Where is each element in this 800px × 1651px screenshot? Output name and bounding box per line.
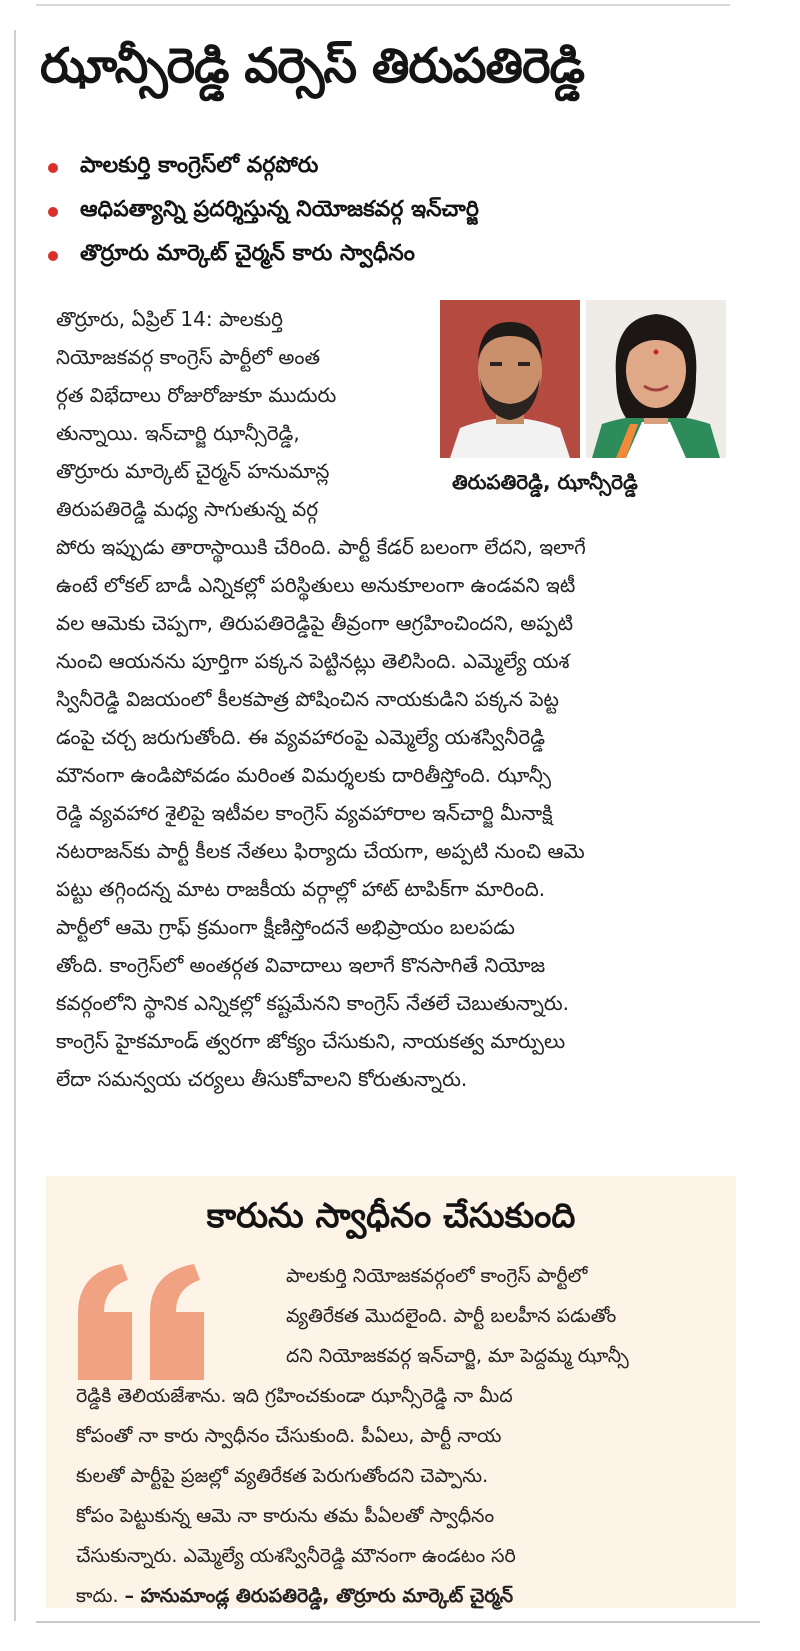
article-line: లేదా సమన్వయ చర్యలు తీసుకోవాలని కోరుతున్నారు. (56, 1067, 468, 1091)
bullet-text: పాలకుర్తి కాంగ్రెస్‌లో వర్గపోరు (80, 153, 319, 178)
article-line: కాంగ్రెస్ హైకమాండ్ త్వరగా జోక్యం చేసుకుని, నాయకత్వ మార్పులు (56, 1029, 566, 1053)
article-line: నటరాజన్‌కు పార్టీ కీలక నేతలు ఫిర్యాదు చేయగా, అప్పటి నుంచి ఆమె (56, 839, 585, 863)
quote-line: కులతో పార్టీపై ప్రజల్లో వ్యతిరేకత పెరుగుతోందని చెప్పాను. (76, 1465, 489, 1487)
bullet-item (40, 146, 760, 190)
article-line: మౌనంగా ఉండిపోవడం మరింత విమర్శలకు దారితీస్తోంది. ఝాన్సీ (56, 763, 551, 787)
article-line: స్వినీరెడ్డి విజయంలో కీలకపాత్ర పోషించిన నాయకుడిని పక్కన పెట్ట (56, 687, 559, 711)
bullet-item (40, 234, 760, 278)
bullet-dot-icon (48, 207, 58, 217)
article-line: పార్టీలో ఆమె గ్రాఫ్ క్రమంగా క్షీణిస్తోందనే అభిప్రాయం బలపడు (56, 915, 515, 939)
quote-line-prefix: కాదు. (76, 1585, 125, 1607)
article-line: ర్గత విభేదాలు రోజురోజుకూ ముదురు (56, 383, 337, 407)
quote-line: చేసుకున్నారు. ఎమ్మెల్యే యశస్వినీరెడ్డి మౌనంగా ఉండటం సరి (76, 1545, 516, 1567)
article-line: తిరుపతిరెడ్డి మధ్య సాగుతున్న వర్గ (56, 497, 319, 521)
article-line: వల ఆమెకు చెప్పగా, తిరుపతిరెడ్డిపై తీవ్రంగా ఆగ్రహించిందని, అప్పటి (56, 611, 574, 635)
quote-box (46, 1176, 736, 1608)
portrait-photos (440, 300, 730, 460)
bullet-text: తొర్రూరు మార్కెట్ చైర్మన్ కారు స్వాధీనం (80, 241, 415, 266)
quote-last-line (76, 1576, 726, 1616)
subheading-bullets (40, 146, 760, 278)
quote-line: పాలకుర్తి నియోజకవర్గంలో కాంగ్రెస్ పార్టీలో (286, 1265, 588, 1287)
article-line: తోంది. కాంగ్రెస్‌లో అంతర్గత వివాదాలు ఇలాగే కొనసాగితే నియోజ (56, 953, 546, 977)
top-divider (36, 4, 730, 6)
article-body-narrow (56, 300, 426, 528)
bullet-dot-icon (48, 251, 58, 261)
quote-line: రెడ్డికి తెలియజేశాను. ఇది గ్రహించకుండా ఝాన్సీరెడ్డి నా మీద (76, 1385, 513, 1407)
article-line: కవర్గంలోని స్థానిక ఎన్నికల్లో కష్టమేనని కాంగ్రెస్ నేతలే చెబుతున్నారు. (56, 991, 570, 1015)
article-line: పోరు ఇప్పుడు తారాస్థాయికి చేరింది. పార్టీ కేడర్ బలంగా లేదని, ఇలాగే (56, 535, 586, 559)
photo-caption: తిరుపతిరెడ్డి, ఝాన్సీరెడ్డి (452, 470, 638, 494)
bottom-divider (36, 1621, 760, 1623)
quote-line: కోపం పెట్టుకున్న ఆమె నా కారును తమ పీఏలతో స్వాధీనం (76, 1505, 495, 1527)
quote-body (76, 1256, 726, 1616)
quote-line: కోపంతో నా కారు స్వాధీనం చేసుకుంది. పీఏలు, పార్టీ నాయ (76, 1425, 502, 1447)
article-line: డంపై చర్చ జరుగుతోంది. ఈ వ్యవహారంపై ఎమ్మెల్యే యశస్వినీరెడ్డి (56, 725, 546, 749)
article-headline: ఝాన్సీరెడ్డి వర్సెస్ తిరుపతిరెడ్డి (40, 38, 585, 94)
article-body-full (56, 528, 728, 1098)
article-line: ఉంటే లోకల్ బాడీ ఎన్నికల్లో పరిస్థితులు అనుకూలంగా ఉండవని ఇటీ (56, 573, 576, 597)
photo-tirupathireddy (440, 300, 580, 458)
article-line: తొర్రూరు మార్కెట్ చైర్మన్ హనుమాన్ల (56, 459, 330, 483)
bullet-item (40, 190, 760, 234)
quote-line: దని నియోజకవర్గ ఇన్‌చార్జి, మా పెద్దమ్మ ఝాన్సీ (286, 1345, 629, 1367)
quote-line: వ్యతిరేకత మొదలైంది. పార్టీ బలహీన పడుతోం (286, 1305, 617, 1327)
article-line: పట్టు తగ్గిందన్న మాట రాజకీయ వర్గాల్లో హాట్ టాపిక్‌గా మారింది. (56, 877, 546, 901)
quote-title: కారును స్వాధీనం చేసుకుంది (206, 1196, 576, 1236)
photo-jhansireddy (586, 300, 726, 458)
left-column-rule (14, 30, 16, 1621)
article-line: నియోజకవర్గ కాంగ్రెస్ పార్టీలో అంత (56, 345, 321, 369)
woman-portrait-icon (586, 300, 726, 458)
article-line: తున్నాయి. ఇన్‌చార్జి ఝాన్సీరెడ్డి, (56, 421, 300, 445)
article-line: నుంచి ఆయనను పూర్తిగా పక్కన పెట్టినట్లు తెలిసింది. ఎమ్మెల్యే యశ (56, 649, 570, 673)
article-line: తొర్రూరు, ఏప్రిల్ 14: పాలకుర్తి (56, 307, 283, 331)
man-portrait-icon (440, 300, 580, 458)
bullet-text: ఆధిపత్యాన్ని ప్రదర్శిస్తున్న నియోజకవర్గ ఇన్‌చార్జి (80, 197, 479, 222)
quote-attribution: – హనుమాండ్ల తిరుపతిరెడ్డి, తొర్రూరు మార్కెట్ చైర్మన్ (124, 1585, 514, 1607)
article-line: రెడ్డి వ్యవహార శైలిపై ఇటీవల కాంగ్రెస్ వ్యవహారాల ఇన్‌చార్జి మీనాక్షి (56, 801, 553, 825)
bullet-dot-icon (48, 163, 58, 173)
